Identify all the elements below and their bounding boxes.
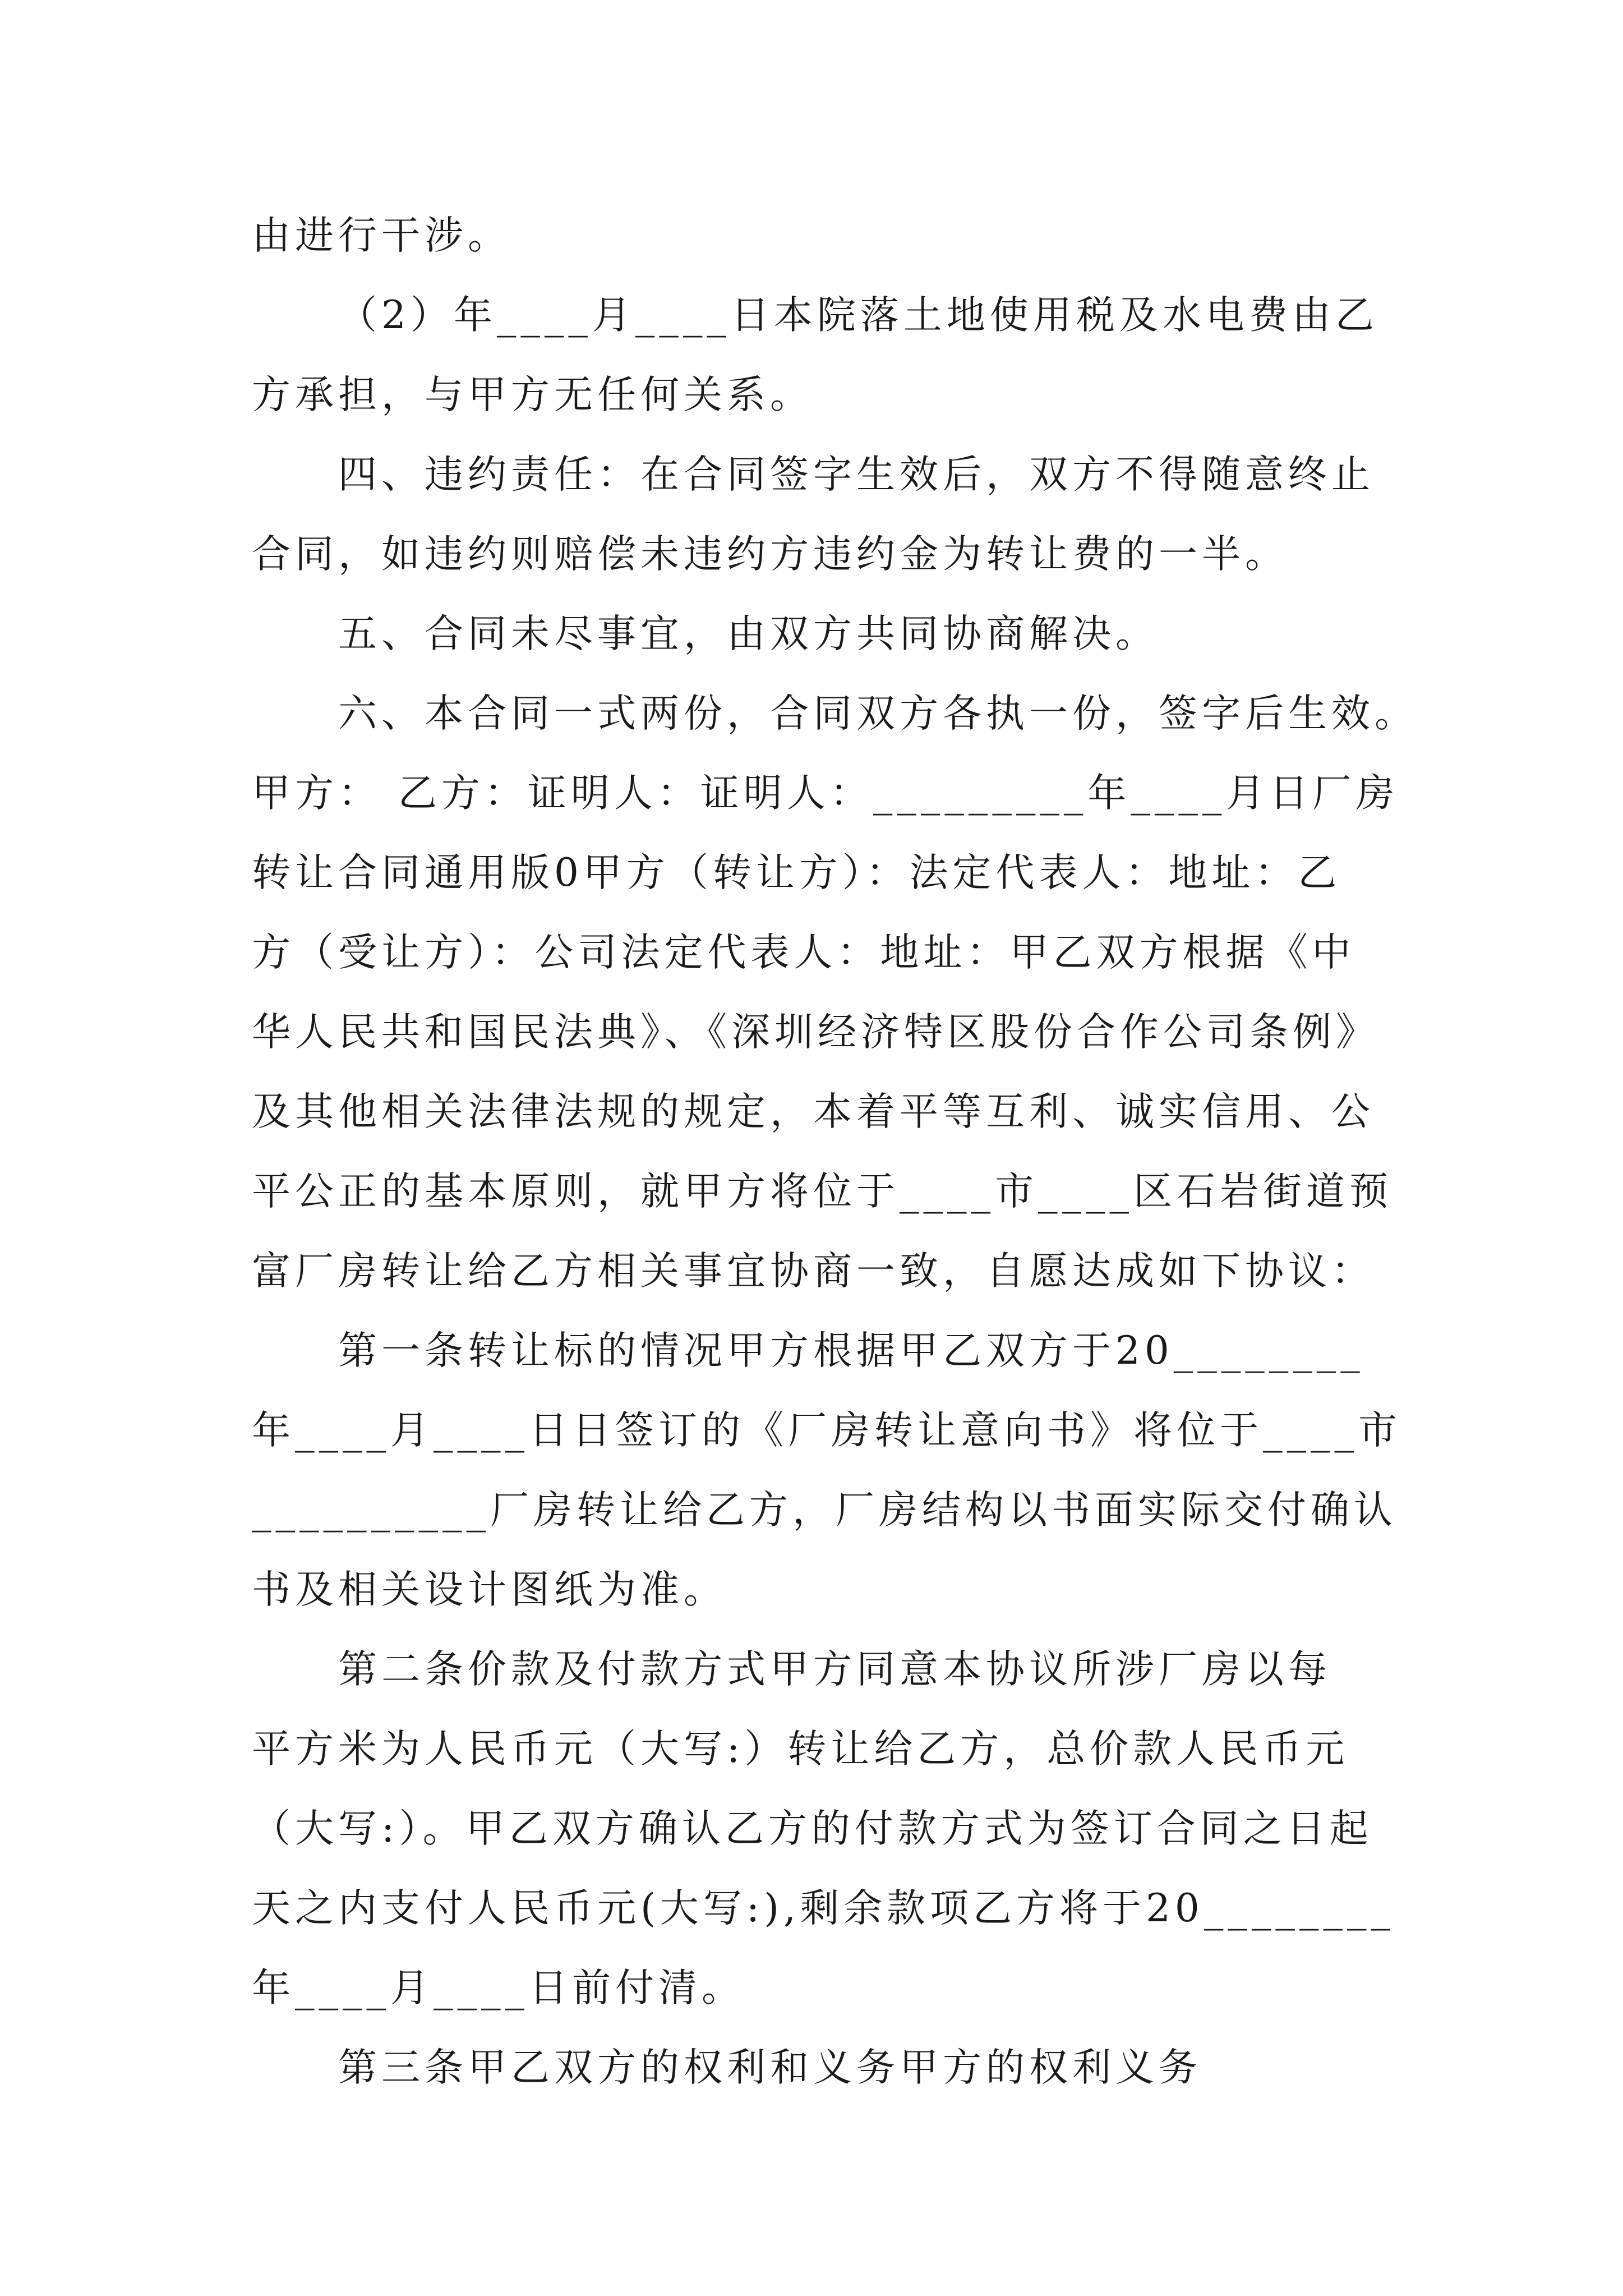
text-line-23: 年____月____日前付清。 (252, 1966, 745, 2010)
text-line-16: 年____月____日日签订的《厂房转让意向书》将位于____市 (252, 1408, 1401, 1453)
text-line-6: 五、合同未尽事宜，由双方共同协商解决。 (338, 611, 1159, 656)
text-line-24: 第三条甲乙双方的权利和义务甲方的权利义务 (338, 2045, 1202, 2090)
text-line-13: 平公正的基本原则，就甲方将位于____市____区石岩街道预 (252, 1169, 1393, 1214)
text-line-19: 第二条价款及付款方式甲方同意本协议所涉厂房以每 (338, 1647, 1331, 1692)
text-line-22: 天之内支付人民币元(大写:),剩余款项乙方将于20________ (252, 1886, 1395, 1931)
text-line-20: 平方米为人民币元（大写:）转让给乙方，总价款人民币元 (252, 1727, 1349, 1772)
text-line-2: （2）年____月____日本院落土地使用税及水电费由乙 (338, 293, 1378, 338)
text-line-1: 由进行干涉。 (252, 213, 511, 258)
text-line-17: __________厂房转让给乙方，厂房结构以书面实际交付确认 (252, 1488, 1397, 1533)
text-line-15: 第一条转让标的情况甲方根据甲乙双方于20________ (338, 1328, 1364, 1373)
text-line-10: 方（受让方）：公司法定代表人：地址：甲乙双方根据《中 (252, 930, 1355, 975)
text-line-3: 方承担，与甲方无任何关系。 (252, 372, 813, 417)
text-line-14: 富厂房转让给乙方相关事宜协商一致，自愿达成如下协议： (252, 1249, 1375, 1294)
text-line-8: 甲方： 乙方：证明人：证明人：_________年____月日厂房 (252, 771, 1399, 816)
text-line-7: 六、本合同一式两份，合同双方各执一份，签字后生效。 (338, 691, 1418, 736)
text-line-21: （大写:）。甲乙双方确认乙方的付款方式为签订合同之日起 (252, 1806, 1373, 1851)
text-line-12: 及其他相关法律法规的规定，本着平等互利、诚实信用、公 (252, 1089, 1375, 1134)
text-line-4: 四、违约责任：在合同签字生效后，双方不得随意终止 (338, 452, 1375, 497)
text-line-9: 转让合同通用版0甲方（转让方）：法定代表人：地址：乙 (252, 850, 1341, 895)
text-line-5: 合同，如违约则赔偿未违约方违约金为转让费的一半。 (252, 532, 1288, 577)
text-line-11: 华人民共和国民法典》、《深圳经济特区股份合作公司条例》 (252, 1010, 1379, 1055)
text-line-18: 书及相关设计图纸为准。 (252, 1567, 727, 1612)
